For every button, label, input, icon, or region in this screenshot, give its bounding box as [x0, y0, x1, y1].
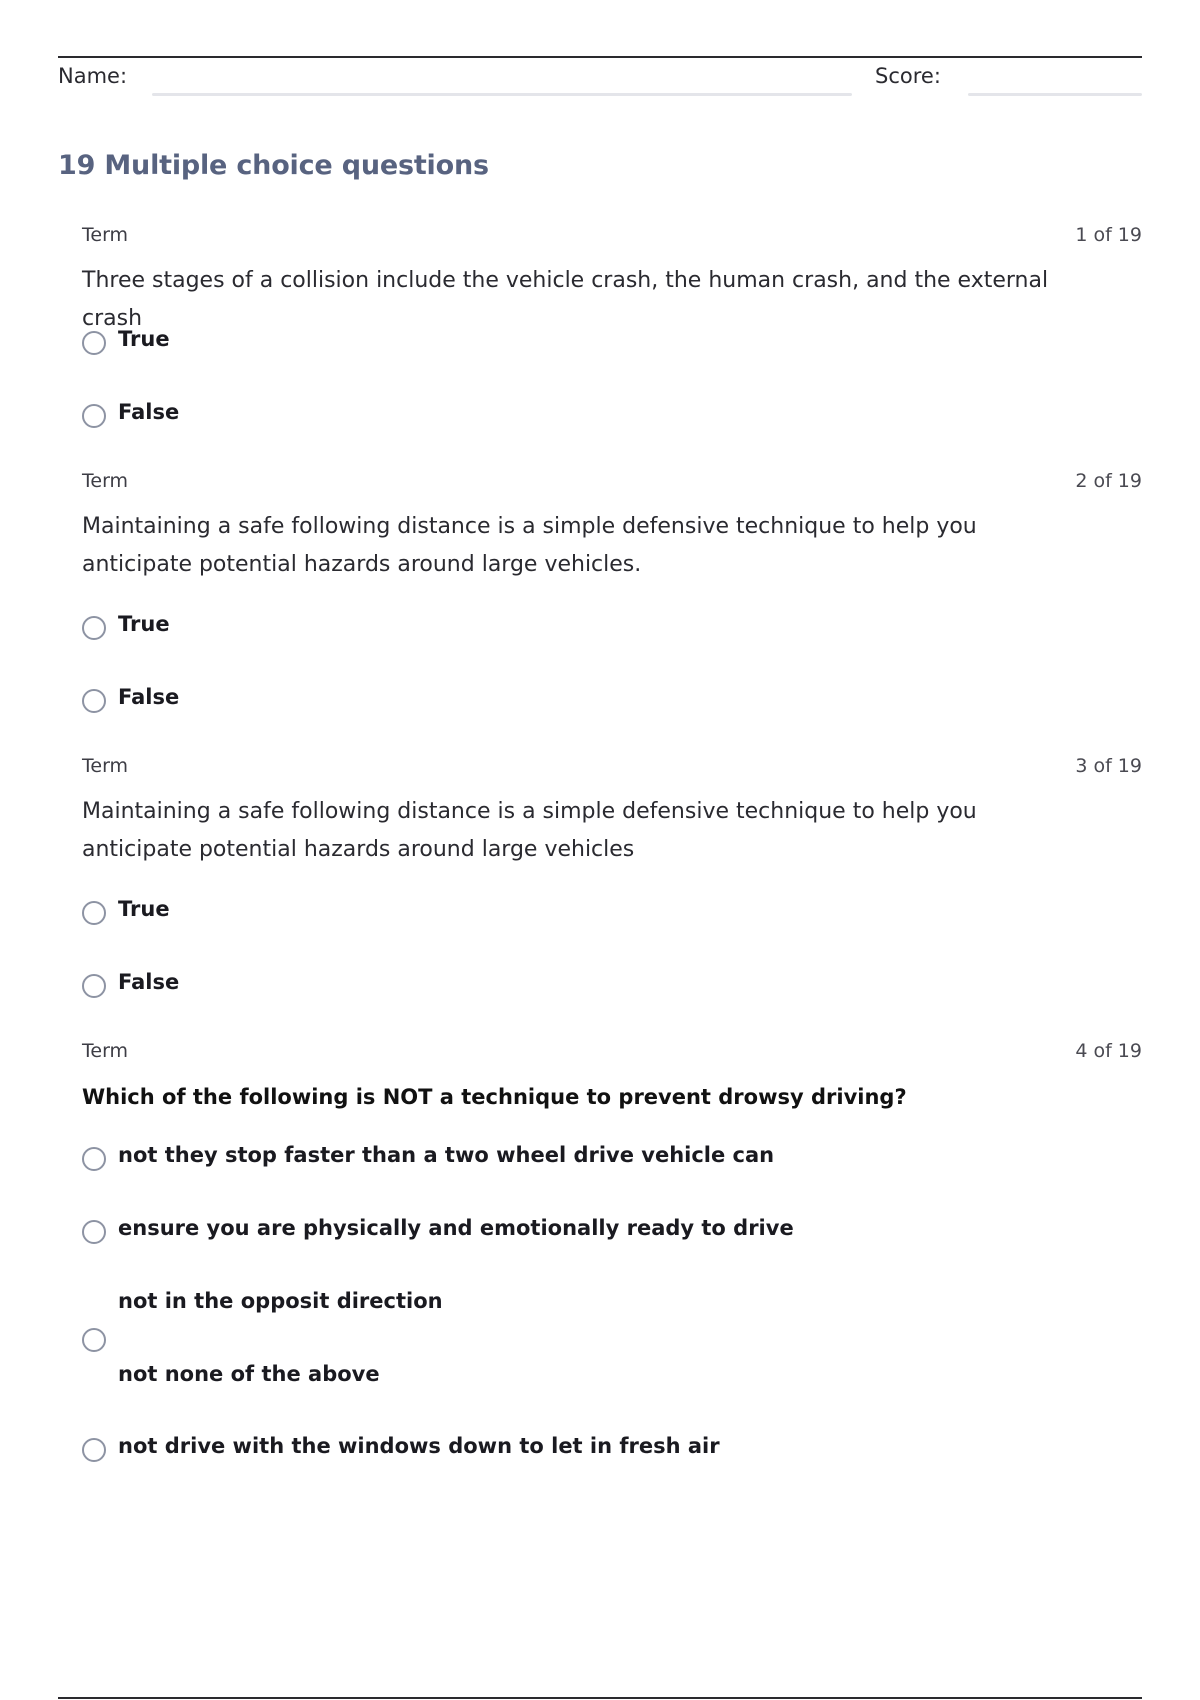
score-field-line[interactable]	[968, 93, 1142, 96]
name-field-line[interactable]	[152, 93, 852, 96]
question-1	[82, 224, 1142, 338]
term-label: Term	[82, 755, 129, 777]
option-label: not they stop faster than a two wheel drive vehicle can	[118, 1143, 775, 1167]
score-label: Score:	[875, 64, 941, 88]
option-label: False	[118, 400, 180, 424]
question-prompt: Maintaining a safe following distance is a simple defensive technique to help you anticipate potential hazards around large vehicles.	[82, 514, 977, 577]
option-label: True	[118, 327, 170, 351]
question-count: 4 of 19	[1075, 1040, 1142, 1062]
option-label: not none of the above	[118, 1362, 380, 1386]
radio-circle-icon[interactable]	[82, 404, 106, 428]
question-count: 2 of 19	[1075, 470, 1142, 492]
radio-circle-icon[interactable]	[82, 1147, 106, 1171]
radio-circle-icon[interactable]	[82, 974, 106, 998]
question-prompt: Which of the following is NOT a technique to prevent drowsy driving?	[82, 1085, 907, 1109]
question-count: 3 of 19	[1075, 755, 1142, 777]
option-label: not in the opposit direction	[118, 1289, 443, 1313]
question-3	[82, 755, 1142, 869]
term-label: Term	[82, 224, 129, 246]
option-label: ensure you are physically and emotionally ready to drive	[118, 1216, 794, 1240]
option-label: False	[118, 970, 180, 994]
question-prompt: Three stages of a collision include the vehicle crash, the human crash, and the external crash	[82, 268, 1049, 331]
option-label: False	[118, 685, 180, 709]
bottom-rule	[58, 1697, 1142, 1699]
radio-circle-icon[interactable]	[82, 1220, 106, 1244]
radio-circle-icon[interactable]	[82, 689, 106, 713]
radio-circle-icon[interactable]	[82, 1328, 106, 1352]
quiz-page	[58, 0, 1142, 1700]
section-title: 19 Multiple choice questions	[58, 150, 489, 181]
option-label: True	[118, 897, 170, 921]
term-label: Term	[82, 1040, 129, 1062]
question-prompt: Maintaining a safe following distance is a simple defensive technique to help you anticipate potential hazards around large vehicles	[82, 799, 977, 862]
radio-circle-icon[interactable]	[82, 901, 106, 925]
radio-circle-icon[interactable]	[82, 1438, 106, 1462]
question-count: 1 of 19	[1075, 224, 1142, 246]
question-4	[82, 1040, 1142, 1116]
radio-circle-icon[interactable]	[82, 331, 106, 355]
question-2	[82, 470, 1142, 584]
option-label: True	[118, 612, 170, 636]
top-rule	[58, 56, 1142, 58]
radio-circle-icon[interactable]	[82, 616, 106, 640]
option-label: not drive with the windows down to let in fresh air	[118, 1434, 720, 1458]
term-label: Term	[82, 470, 129, 492]
name-label: Name:	[58, 64, 128, 88]
